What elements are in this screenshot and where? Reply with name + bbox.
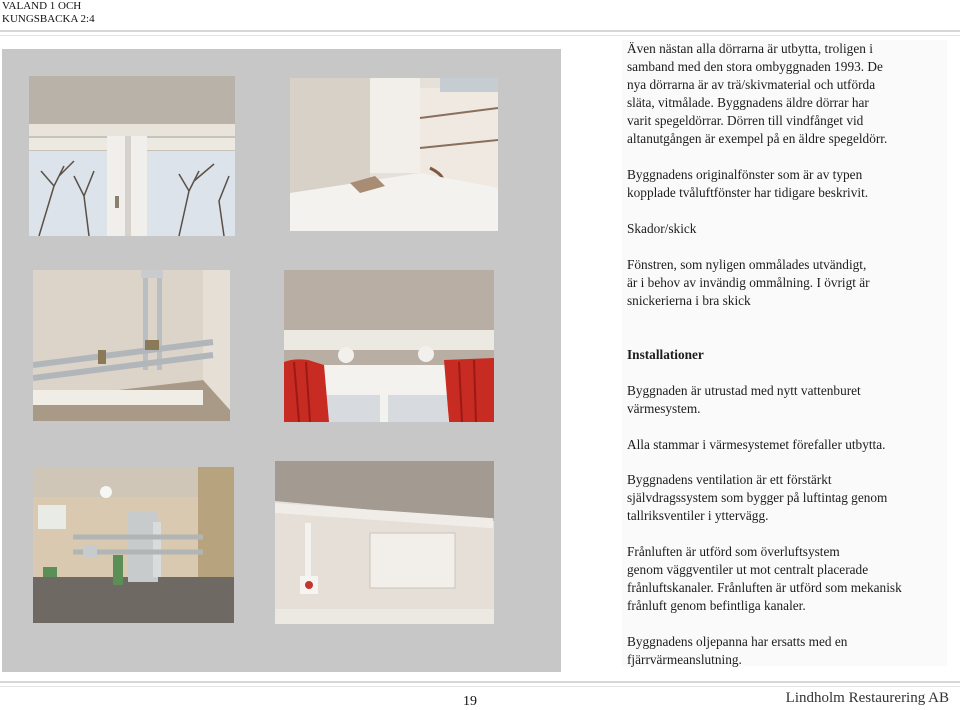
photo-boiler-room (33, 467, 234, 623)
text-line: Byggnadens originalfönster som är av typen (627, 167, 863, 182)
photo-heating-pipes (33, 270, 230, 421)
text-line: Byggnadens oljepanna har ersatts med en (627, 634, 848, 649)
photo-wall-unit (275, 461, 494, 624)
text-line: snickerierna i bra skick (627, 293, 751, 308)
text-line: självdragssystem som bygger på luftintag genom (627, 490, 888, 505)
header-line-1: VALAND 1 OCH (2, 0, 82, 12)
section-heading: Installationer (627, 347, 704, 362)
heading-installationer (627, 346, 953, 364)
header-divider-thin (0, 35, 960, 36)
paragraph-exhaust (627, 543, 953, 615)
header-divider (0, 30, 960, 32)
text-line: fjärrvärmeanslutning. (627, 652, 742, 667)
text-line: värmesystem. (627, 401, 701, 416)
paragraph-windows (627, 166, 953, 202)
text-line: frånluftskanaler. Frånluften är utförd som mekanisk (627, 580, 902, 595)
text-line: Fönstren, som nyligen ommålades utvändigt, (627, 257, 867, 272)
header-line-2: KUNGSBACKA 2:4 (2, 13, 95, 25)
paragraph-condition (627, 256, 953, 310)
text-line: kopplade tvåluftfönster har tidigare beskrivit. (627, 185, 869, 200)
document-header (2, 0, 202, 26)
text-line: genom väggventiler ut mot centralt placerade (627, 562, 869, 577)
text-line: Byggnaden är utrustad med nytt vattenburet (627, 383, 861, 398)
paragraph-heating-pipes (627, 436, 953, 454)
text-line: är i behov av invändig ommålning. I övrigt är (627, 275, 870, 290)
text-line: Även nästan alla dörrarna är utbytta, troligen i (627, 41, 873, 56)
text-line: Byggnadens ventilation är ett förstärkt (627, 472, 832, 487)
text-line: samband med den stora ombyggnaden 1993. De (627, 59, 883, 74)
paragraph-doors (627, 40, 953, 148)
text-line: varit spegeldörrar. Dörren till vindfånget vid (627, 113, 864, 128)
photo-window-curtains (284, 270, 494, 422)
text-line: släta, vitmålade. Byggnadens äldre dörrar har (627, 95, 869, 110)
section-heading: Skador/skick (627, 221, 697, 236)
page-number: 19 (463, 694, 477, 709)
heading-skador (627, 220, 953, 238)
paragraph-district-heating (627, 633, 953, 669)
text-line: Frånluften är utförd som överluftsystem (627, 544, 840, 559)
footer-divider (0, 681, 960, 683)
photo-door-windows (29, 76, 235, 236)
text-line: altanutgången är exempel på en äldre spegeldörr. (627, 131, 888, 146)
text-line: Alla stammar i värmesystemet förefaller utbytta. (627, 437, 886, 452)
footer-divider-thin (0, 686, 960, 687)
text-line: tallriksventiler i yttervägg. (627, 508, 769, 523)
paragraph-ventilation (627, 471, 953, 525)
paragraph-heating (627, 382, 953, 418)
company-name: Lindholm Restaurering AB (785, 690, 949, 706)
text-line: nya dörrarna är av trä/skivmaterial och utförda (627, 77, 876, 92)
photo-window-frame (290, 78, 498, 231)
text-line: frånluft genom befintliga kanaler. (627, 598, 806, 613)
